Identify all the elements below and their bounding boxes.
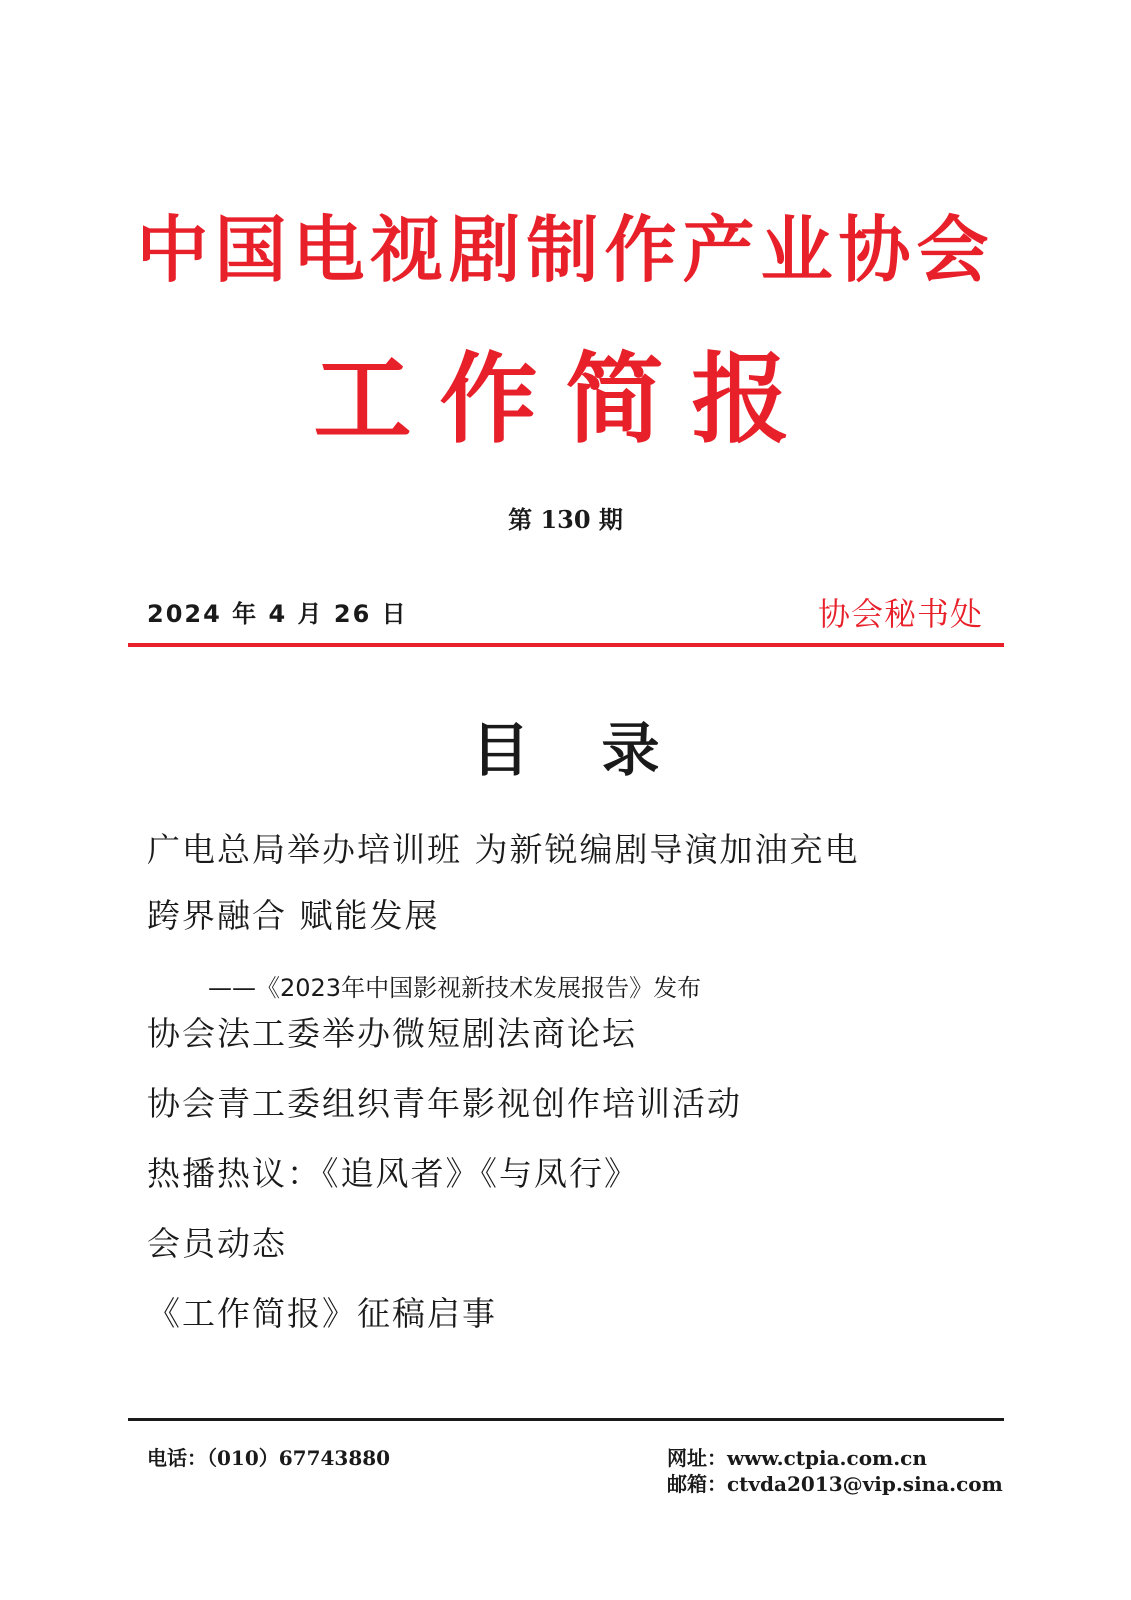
toc-item: 《工作简报》征稿启事 [147,1294,497,1333]
toc-item: 协会青工委组织青年影视创作培训活动 [147,1084,742,1123]
issue-number: 第 130 期 [508,505,623,534]
toc-item: 会员动态 [147,1224,287,1263]
toc-heading-left: 目 [471,716,530,784]
brief-title: 工作简报 [313,342,818,457]
contact-website: 网址：www.ctpia.com.cn [667,1446,927,1470]
organization-name: 中国电视剧制作产业协会 [136,207,995,292]
contact-phone: 电话：（010）67743880 [147,1446,391,1470]
contact-email: 邮箱：ctvda2013@vip.sina.com [667,1472,1003,1496]
publish-date: 2024 年 4 月 26 日 [147,600,408,628]
toc-item-subtitle: ——《2023年中国影视新技术发展报告》发布 [208,974,702,1002]
header-divider [128,643,1004,647]
toc-heading-right: 录 [601,716,660,784]
footer-divider [128,1418,1004,1421]
issuer-name: 协会秘书处 [817,595,983,633]
toc-item: 热播热议：《追风者》《与凤行》 [147,1154,639,1193]
toc-item: 广电总局举办培训班 为新锐编剧导演加油充电 [147,830,860,869]
toc-item: 协会法工委举办微短剧法商论坛 [147,1014,637,1053]
toc-heading [0,715,1131,785]
toc-item: 跨界融合 赋能发展 [147,896,440,935]
